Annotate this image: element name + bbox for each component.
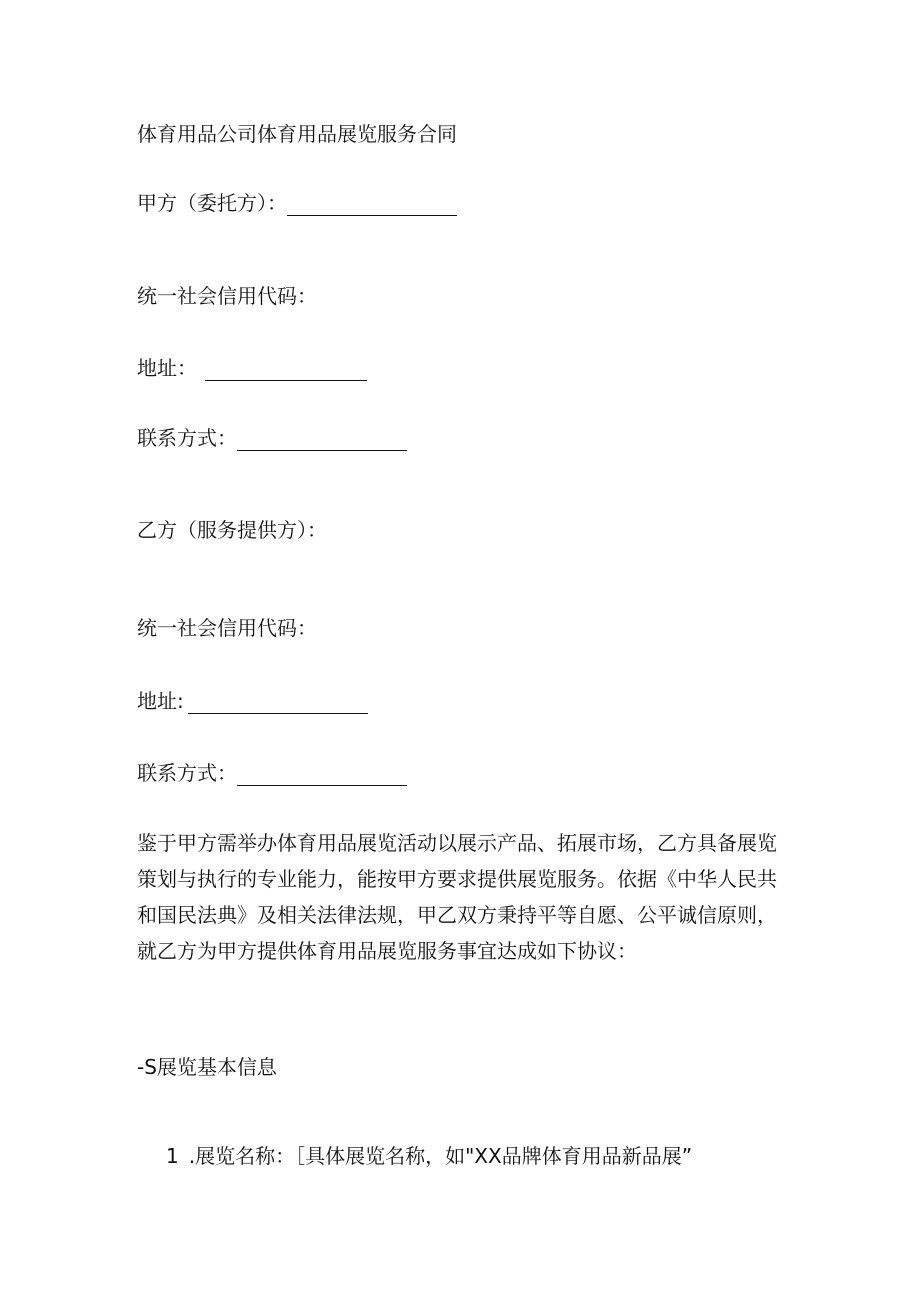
contract-title — [137, 121, 457, 147]
party-b-contact-line — [137, 760, 407, 786]
contract-title-text: 体育用品公司体育用品展览服务合同 — [137, 122, 457, 146]
item-1-number: 1 — [166, 1144, 179, 1168]
party-a-contact-line — [137, 425, 407, 451]
section-heading-text: -S展览基本信息 — [137, 1055, 277, 1079]
party-b-address-blank — [188, 693, 368, 714]
party-b-address-line — [137, 688, 368, 714]
preamble-line: 和国民法典》及相关法律法规，甲乙双方秉持平等自愿、公平诚信原则， — [137, 903, 777, 927]
party-a-line — [137, 190, 457, 216]
party-b-credit-code-label: 统一社会信用代码： — [137, 616, 317, 640]
party-b-contact-blank — [237, 765, 407, 786]
party-a-blank — [287, 195, 457, 216]
party-b-address-label: 地址: — [137, 689, 184, 713]
preamble-paragraph — [137, 825, 797, 969]
preamble-line: 就乙方为甲方提供体育用品展览服务事宜达成如下协议： — [137, 939, 637, 963]
party-a-contact-label: 联系方式： — [137, 426, 237, 450]
item-1-text: .展览名称：［具体展览名称，如"XX品牌体育用品新品展” — [188, 1144, 693, 1168]
party-a-contact-blank — [237, 430, 407, 451]
party-b-line — [137, 517, 327, 543]
party-b-contact-label: 联系方式： — [137, 761, 237, 785]
party-a-address-blank — [205, 360, 367, 381]
party-a-address-label: 地址： — [137, 356, 197, 380]
party-b-label: 乙方（服务提供方）： — [137, 518, 327, 542]
section-heading — [137, 1054, 277, 1080]
party-b-credit-code-line — [137, 615, 317, 641]
party-a-credit-code-label: 统一社会信用代码： — [137, 284, 317, 308]
preamble-line: 鉴于甲方需举办体育用品展览活动以展示产品、拓展市场，乙方具备展览 — [137, 831, 777, 855]
party-a-label: 甲方（委托方）： — [137, 191, 287, 215]
party-a-address-line — [137, 355, 367, 381]
party-a-credit-code-line — [137, 283, 317, 309]
item-1-line — [166, 1143, 692, 1169]
preamble-line: 策划与执行的专业能力，能按甲方要求提供展览服务。依据《中华人民共 — [137, 867, 777, 891]
